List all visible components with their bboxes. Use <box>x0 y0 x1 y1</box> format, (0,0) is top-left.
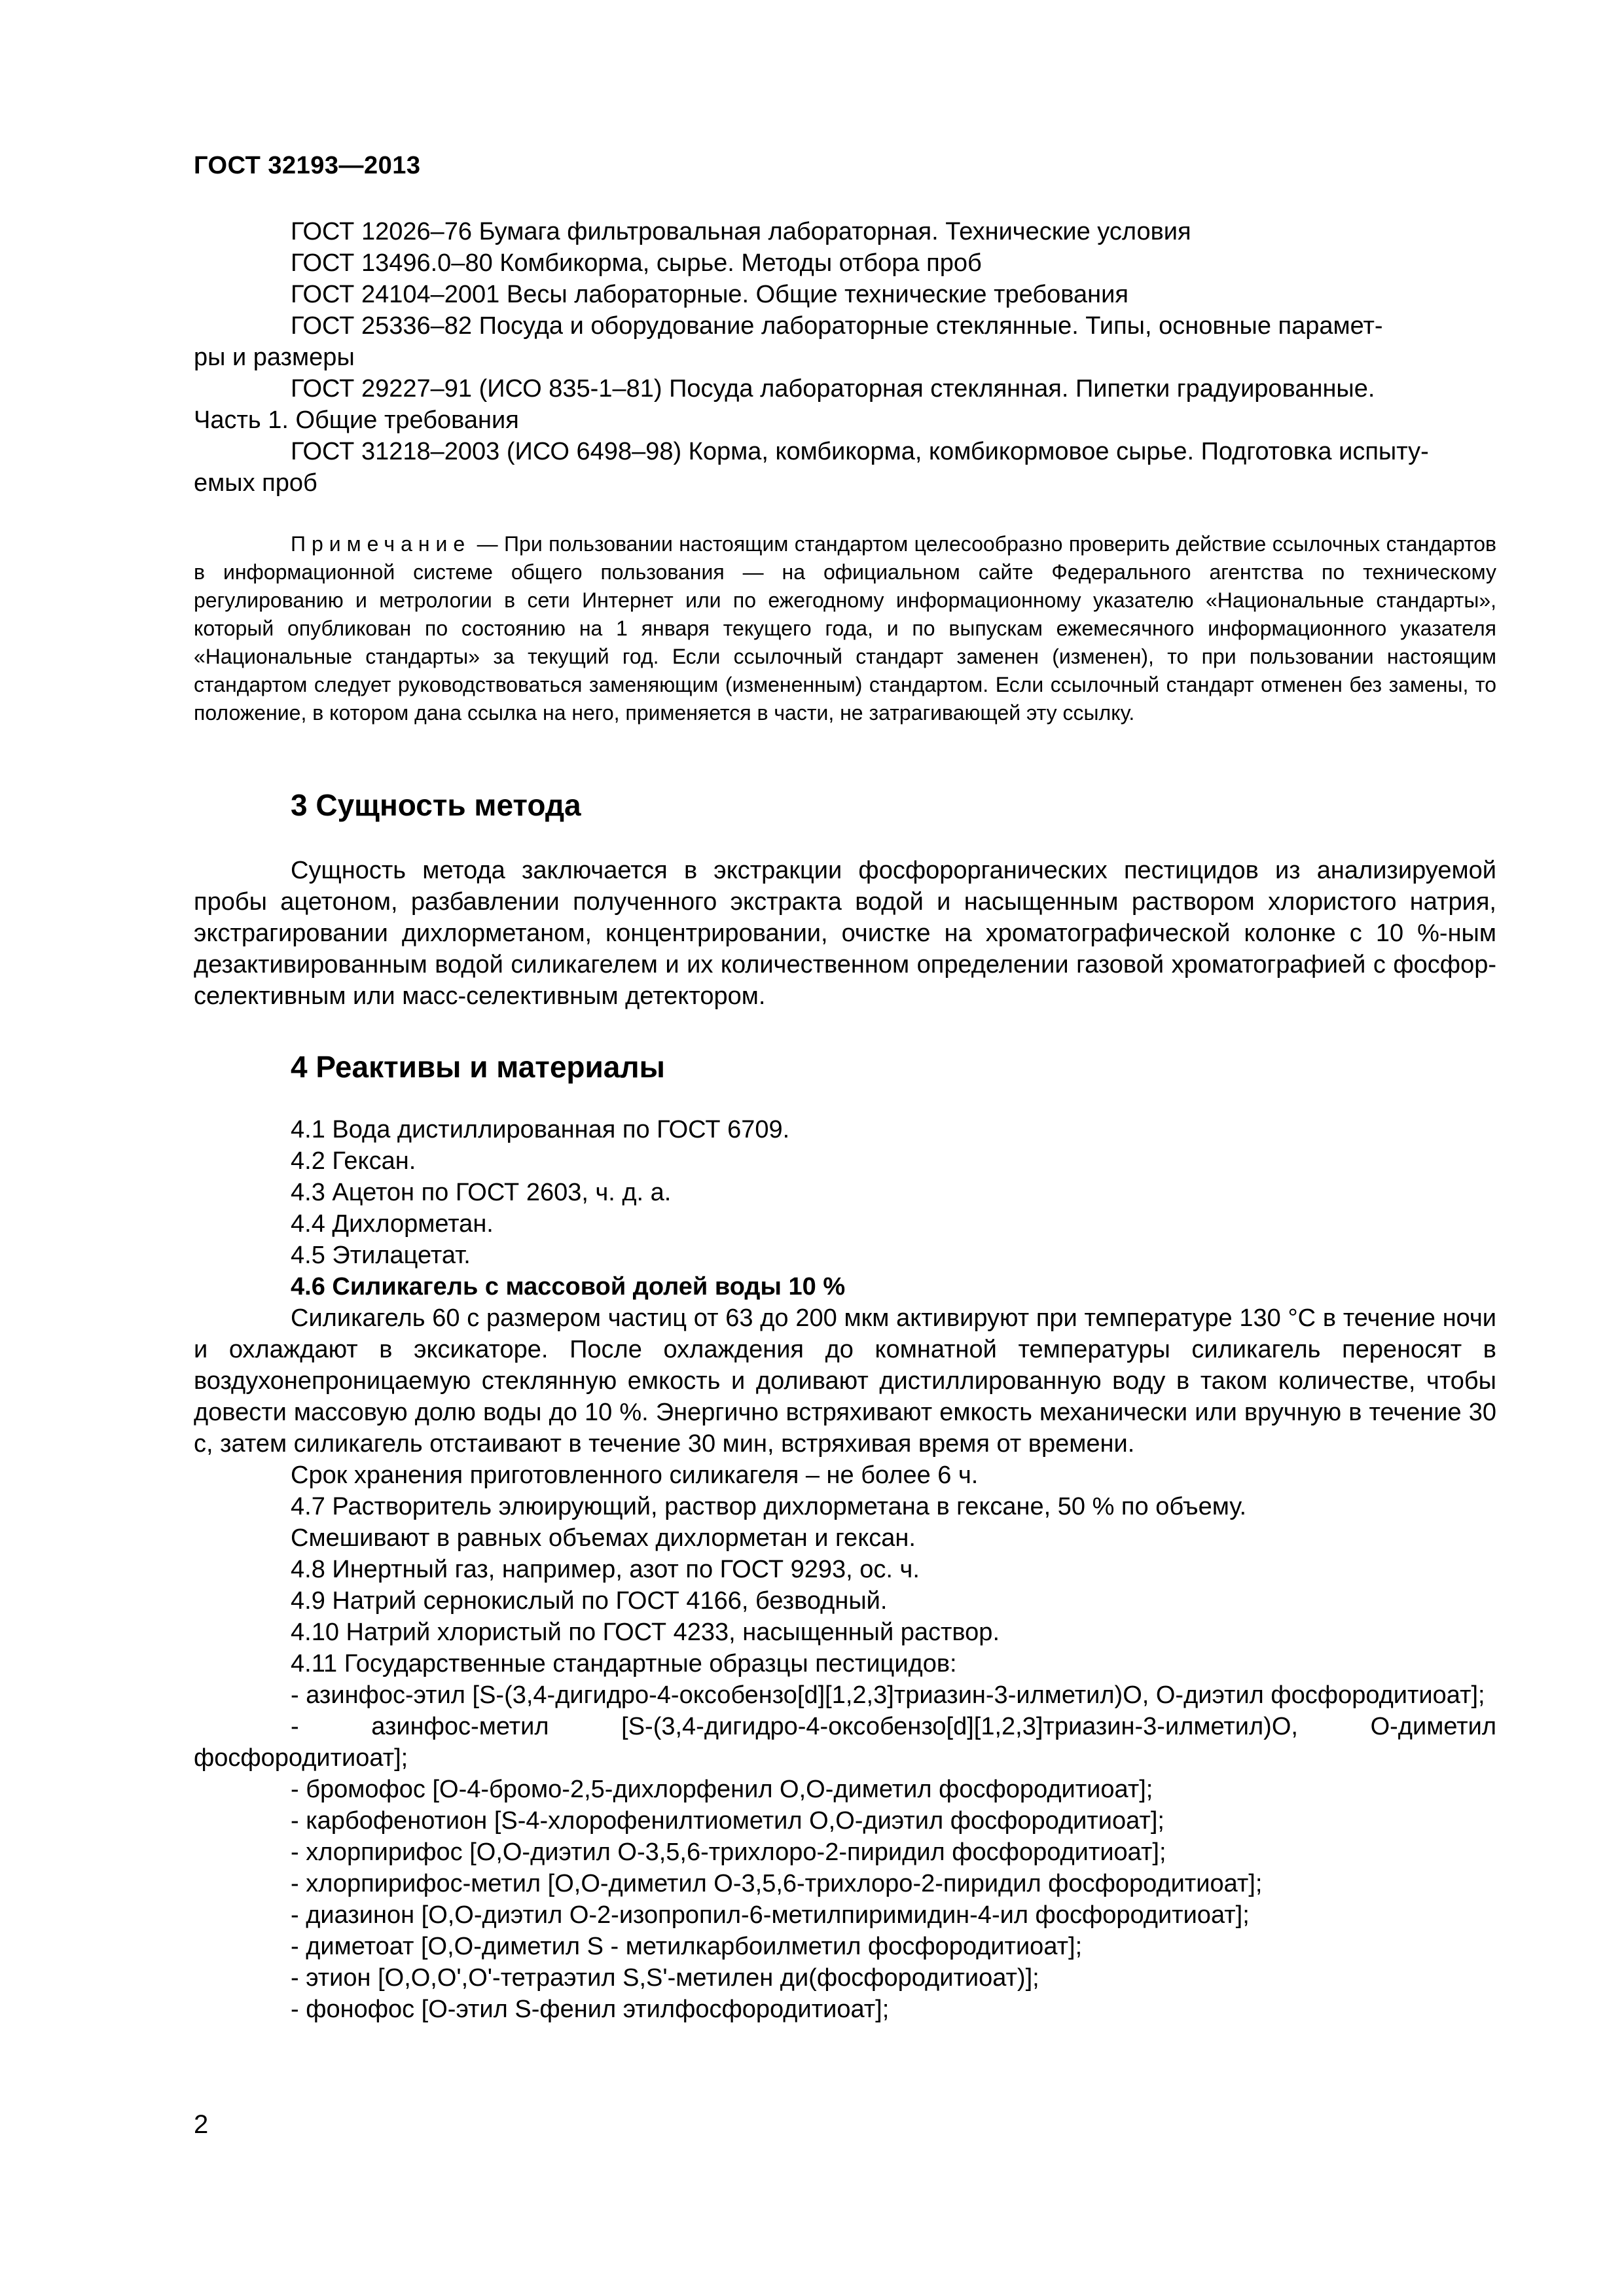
section-3-text: Сущность метода заключается в экстракции фосфорорганических пестицидов из анализируемой пробы ацетоном, разбавлении полученного экстракта водой и насыщенным раствором хлористого натрия, экстрагировании дихлорметаном, концентрировании, очистке на хроматографической колонке с 10 %-ным дезактивированным водой силикагелем и их количественном определении газовой хроматографией с фосфор-селективным или масс-селективным детектором. <box>194 857 1496 1010</box>
section-4-heading: 4 Реактивы и материалы <box>291 1050 665 1084</box>
note-lead: Примечание <box>291 532 471 556</box>
list-item: 4.7 Растворитель элюирующий, раствор дихлорметана в гексане, 50 % по объему. <box>291 1493 1247 1520</box>
list-item: Срок хранения приготовленного силикагеля – не более 6 ч. <box>291 1462 979 1489</box>
reference-item: ГОСТ 25336–82 Посуда и оборудование лабораторные стеклянные. Типы, основные парамет- ры и размеры <box>194 312 1383 371</box>
reference-item: ГОСТ 13496.0–80 Комбикорма, сырье. Методы отбора проб <box>291 249 982 277</box>
item-4-6-title: 4.6 Силикагель с массовой долей воды 10 % <box>291 1273 846 1300</box>
list-item: Смешивают в равных объемах дихлорметан и гексан. <box>291 1524 916 1552</box>
pesticide-item: - азинфос-этил [S-(3,4-дигидро-4-оксобензо[d][1,2,3]триазин-3-илметил)O, O-диэтил фосфородитиоат]; <box>291 1681 1485 1709</box>
pesticide-item: - хлорпирифос-метил [O,O-диметил O-3,5,6-трихлоро-2-пиридил фосфородитиоат]; <box>291 1870 1263 1897</box>
section-3-heading: 3 Сущность метода <box>291 788 581 822</box>
list-item: 4.8 Инертный газ, например, азот по ГОСТ 9293, ос. ч. <box>291 1556 920 1583</box>
pesticide-item: - фонофос [O-этил S-фенил этилфосфородитиоат]; <box>291 1996 890 2023</box>
list-item: 4.4 Дихлорметан. <box>291 1210 494 1238</box>
list-item: 4.9 Натрий сернокислый по ГОСТ 4166, безводный. <box>291 1587 888 1615</box>
pesticide-item: - карбофенотион [S-4-хлорофенилтиометил O,O-диэтил фосфородитиоат]; <box>291 1807 1164 1835</box>
pesticide-item: - бромофос [O-4-бромо-2,5-дихлорфенил O,O-диметил фосфородитиоат]; <box>291 1776 1153 1803</box>
pesticide-item: - хлорпирифос [O,O-диэтил O-3,5,6-трихлоро-2-пиридил фосфородитиоат]; <box>291 1839 1166 1866</box>
pesticide-item: - азинфос-метил [S-(3,4-дигидро-4-оксобензо[d][1,2,3]триазин-3-илметил)O, O-диметил фосфородитиоат]; <box>194 1713 1496 1772</box>
references-list <box>194 216 1496 499</box>
pesticide-item: - диазинон [O,O-диэтил O-2-изопропил-6-метилпиримидин-4-ил фосфородитиоат]; <box>291 1901 1250 1929</box>
pesticide-item: - этион [O,O,O',O'-тетраэтил S,S'-метилен ди(фосфородитиоат)]; <box>291 1964 1039 1992</box>
document-header: ГОСТ 32193—2013 <box>194 152 421 179</box>
section-4 <box>194 1047 1496 2025</box>
list-item: 4.2 Гексан. <box>291 1147 416 1175</box>
reference-item: ГОСТ 24104–2001 Весы лабораторные. Общие технические требования <box>291 281 1128 308</box>
item-4-6-text: Силикагель 60 с размером частиц от 63 до 200 мкм активируют при температуре 130 °С в течение ночи и охлаждают в эксикаторе. После охлаждения до комнатной температуры силикагель переносят в воздухонепроницаемую стеклянную емкость и доливают дистиллированную воду в таком количестве, чтобы довести массовую долю воды до 10 %. Энергично встряхивают емкость механически или вручную в течение 30 с, затем силикагель отстаивают в течение 30 мин, встряхивая время от времени. <box>194 1304 1496 1458</box>
reference-item: ГОСТ 31218–2003 (ИСО 6498–98) Корма, комбикорма, комбикормовое сырье. Подготовка испыту- емых проб <box>194 438 1429 497</box>
note-block <box>194 530 1496 727</box>
section-3 <box>194 785 1496 1012</box>
list-item: 4.5 Этилацетат. <box>291 1242 471 1269</box>
list-item: 4.10 Натрий хлористый по ГОСТ 4233, насыщенный раствор. <box>291 1619 1000 1646</box>
reference-item: ГОСТ 29227–91 (ИСО 835-1–81) Посуда лабораторная стеклянная. Пипетки градуированные. Часть 1. Общие требования <box>194 375 1375 434</box>
list-item: 4.11 Государственные стандартные образцы пестицидов: <box>291 1650 957 1677</box>
pesticide-item: - диметоат [O,O-диметил S - метилкарбоилметил фосфородитиоат]; <box>291 1933 1083 1960</box>
list-item: 4.3 Ацетон по ГОСТ 2603, ч. д. а. <box>291 1179 672 1206</box>
page-number: 2 <box>194 2110 209 2139</box>
list-item: 4.1 Вода дистиллированная по ГОСТ 6709. <box>291 1116 790 1143</box>
note-text: Примечание — При пользовании настоящим стандартом целесообразно проверить действие ссылочных стандартов в информационной системе общего пользования — на официальном сайте Федерального агентства по техническому регулированию и метрологии в сети Интернет или по ежегодному информационному указателю «Национальные стандарты», который опубликован по состоянию на 1 января текущего года, и по выпускам ежемесячного информационного указателя «Национальные стандарты» за текущий год. Если ссылочный стандарт заменен (изменен), то при пользовании настоящим стандартом следует руководствоваться заменяющим (измененным) стандартом. Если ссылочный стандарт отменен без замены, то положение, в котором дана ссылка на него, применяется в части, не затрагивающей эту ссылку. <box>194 532 1496 725</box>
reference-item: ГОСТ 12026–76 Бумага фильтровальная лабораторная. Технические условия <box>291 218 1191 245</box>
